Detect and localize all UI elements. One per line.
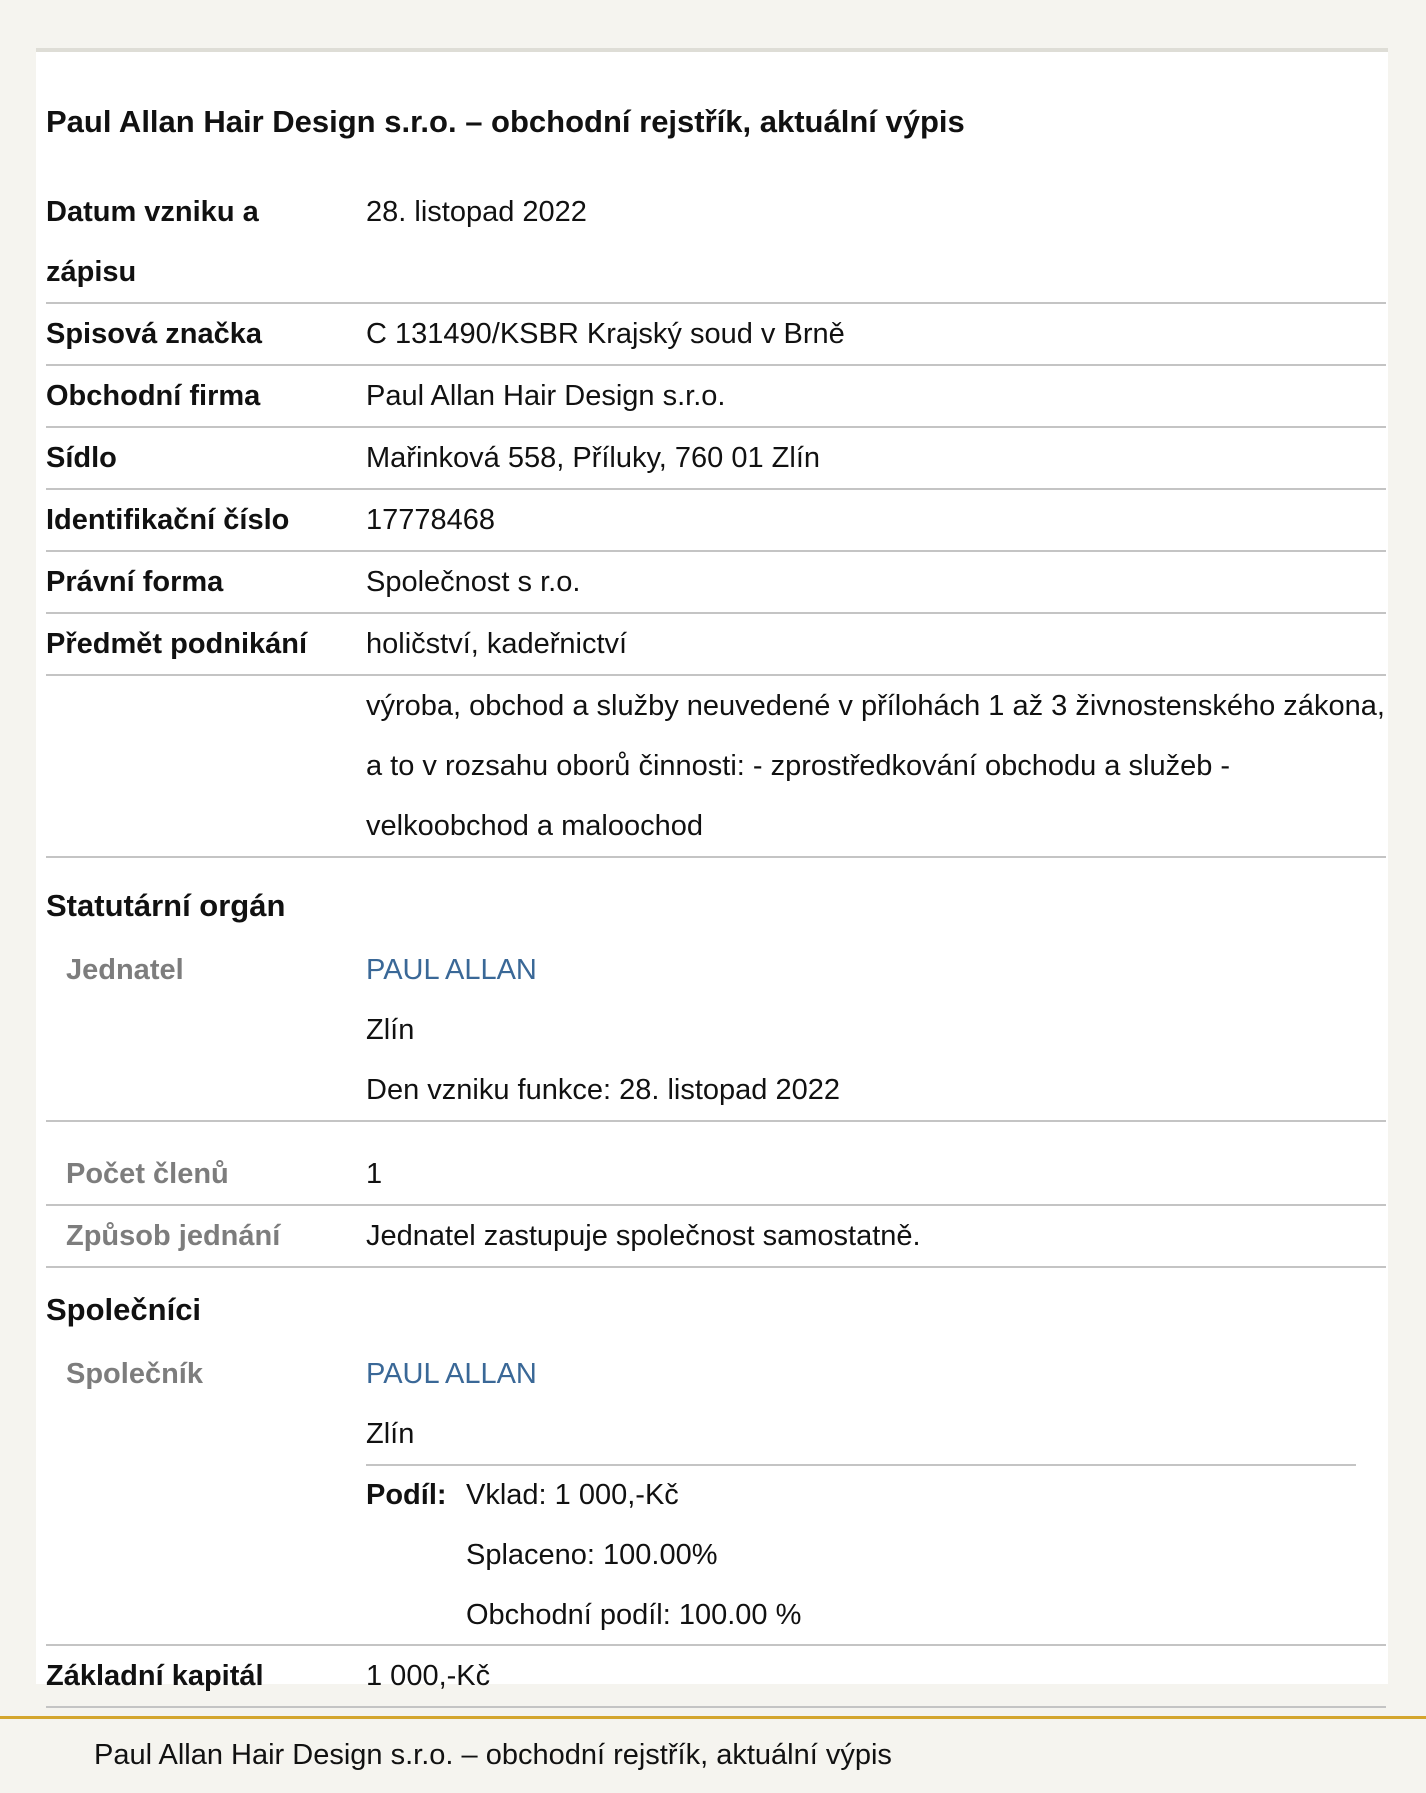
row-predmet-podnikani-2 [46,676,1386,858]
row-pravni-forma [46,552,1386,614]
jednatel-name-link[interactable]: PAUL ALLAN [366,954,537,986]
page-title: Paul Allan Hair Design s.r.o. – obchodní rejstřík, aktuální výpis [46,104,965,139]
row-sidlo [46,428,1386,490]
podil-label: Podíl: [366,1479,447,1511]
label-obchodni-firma: Obchodní firma [46,380,261,412]
page-footer [0,1716,1426,1793]
row-identifikacni-cislo [46,490,1386,552]
label-zakladni-kapital: Základní kapitál [46,1660,264,1692]
row-obchodni-firma [46,366,1386,428]
row-zakladni-kapital [46,1646,1386,1708]
row-zpusob-jednani [46,1206,1386,1268]
spolecnik-city: Zlín [366,1418,415,1450]
podil-splaceno: Splaceno: 100.00% [466,1539,718,1571]
value-spisova-znacka: C 131490/KSBR Krajský soud v Brně [366,318,845,350]
section-spolecnici: Společníci [46,1292,202,1327]
value-zpusob-jednani: Jednatel zastupuje společnost samostatně. [366,1220,921,1252]
label-pocet-clenu: Počet členů [66,1158,229,1190]
value-zakladni-kapital: 1 000,-Kč [366,1660,491,1692]
row-datum-vzniku [46,182,1386,304]
label-spolecnik: Společník [66,1358,203,1390]
podil-obchodni: Obchodní podíl: 100.00 % [466,1599,802,1631]
footer-text: Paul Allan Hair Design s.r.o. – obchodní rejstřík, aktuální výpis [94,1739,892,1771]
jednatel-since: Den vzniku funkce: 28. listopad 2022 [366,1074,840,1106]
podil-vklad: Vklad: 1 000,-Kč [466,1479,679,1511]
podil-block [366,1465,1366,1645]
label-predmet-podnikani: Předmět podnikání [46,628,308,660]
jednatel-block [366,940,1386,1120]
label-identifikacni-cislo: Identifikační číslo [46,504,290,536]
value-pravni-forma: Společnost s r.o. [366,566,581,598]
label-pravni-forma: Právní forma [46,566,224,598]
row-pocet-clenu [46,1144,1386,1206]
section-statutarni-organ: Statutární orgán [46,888,286,923]
value-predmet-1: holičství, kadeřnictví [366,628,628,660]
jednatel-city: Zlín [366,1014,415,1046]
row-predmet-podnikani [46,614,1386,676]
podil-values [466,1465,1366,1645]
label-spisova-znacka: Spisová značka [46,318,262,350]
row-spisova-znacka [46,304,1386,366]
value-obchodni-firma: Paul Allan Hair Design s.r.o. [366,380,726,412]
value-identifikacni-cislo: 17778468 [366,504,496,536]
row-jednatel [46,940,1386,1122]
label-datum-vzniku: Datum vzniku a zápisu [46,196,259,288]
label-sidlo: Sídlo [46,442,117,474]
label-zpusob-jednani: Způsob jednání [66,1220,281,1252]
label-jednatel: Jednatel [66,954,184,986]
spolecnik-name-link[interactable]: PAUL ALLAN [366,1358,537,1390]
value-predmet-2: výroba, obchod a služby neuvedené v přílohách 1 až 3 živnostenského zákona, a to v rozsahu oborů činnosti: - zprostředkování obchodu a služeb - velkoobchod a maloochod [366,690,1385,842]
value-sidlo: Mařinková 558, Příluky, 760 01 Zlín [366,442,821,474]
row-spolecnik [46,1344,1386,1646]
register-card [36,48,1388,1692]
value-pocet-clenu: 1 [366,1158,383,1190]
value-datum-vzniku: 28. listopad 2022 [366,196,587,228]
spolecnik-block [366,1344,1386,1644]
